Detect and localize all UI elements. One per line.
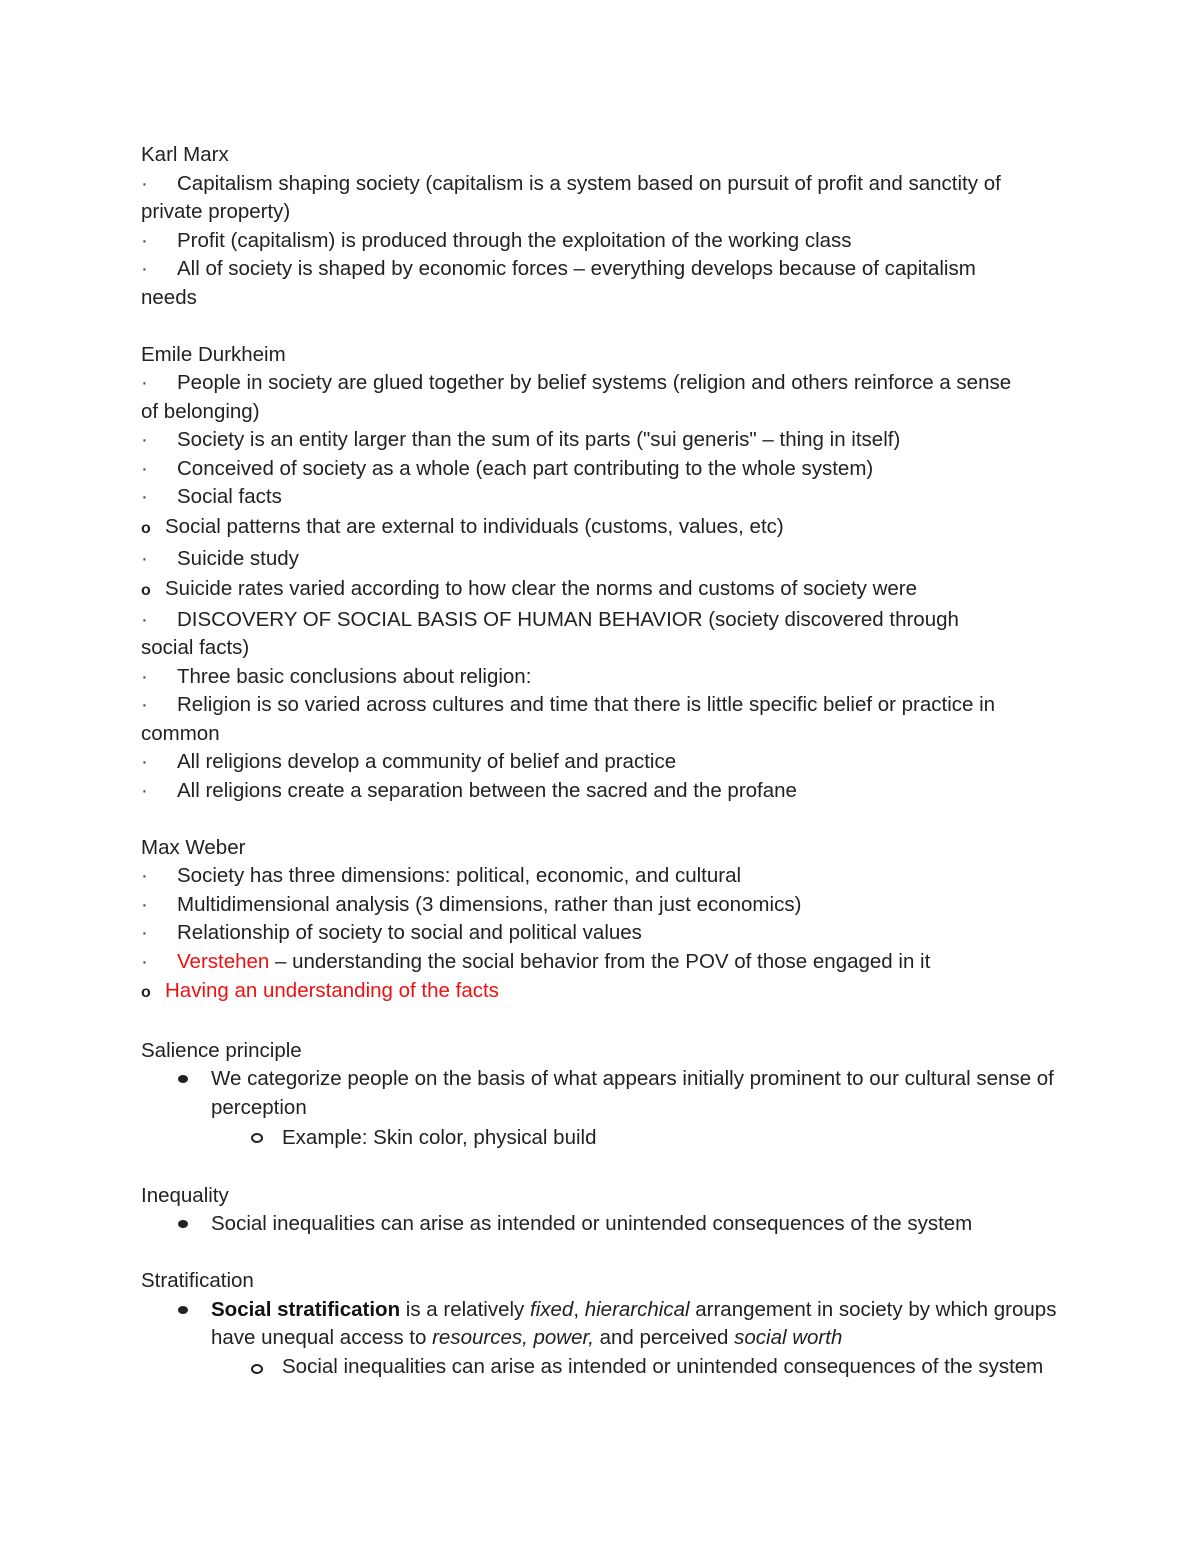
dot-bullet-icon: · <box>141 485 148 508</box>
dot-bullet-icon: · <box>141 921 148 944</box>
list-item: · Capitalism shaping society (capitalism is a system based on pursuit of profit and sanctity of <box>141 170 1066 199</box>
list-item-continuation: needs <box>141 285 197 309</box>
list-item: · People in society are glued together by belief systems (religion and others reinforce a sense <box>141 369 1066 398</box>
list-item-continuation: social facts) <box>141 636 250 659</box>
list-item: · Suicide study <box>141 544 1066 574</box>
list-item: We categorize people on the basis of what appears initially prominent to our cultural sense of perception <box>141 1065 1066 1122</box>
circle-bullet-icon: o <box>141 519 151 537</box>
list-item: · Verstehen – understanding the social behavior from the POV of those engaged in it <box>141 948 1066 977</box>
sub-list-item: o Social patterns that are external to individuals (customs, values, etc) <box>141 512 1066 544</box>
section-title-weber: Max Weber <box>141 835 246 859</box>
circle-bullet-icon: o <box>141 984 151 1001</box>
list-item: Social inequalities can arise as intended or unintended consequences of the system <box>141 1210 1066 1239</box>
section-title-marx: Karl Marx <box>141 143 229 166</box>
dot-bullet-icon: · <box>141 371 148 394</box>
highlighted-text: Having an understanding of the facts <box>165 979 499 1002</box>
section-title-salience: Salience principle <box>141 1038 302 1062</box>
dot-bullet-icon: · <box>141 949 148 973</box>
sub-list-item <box>141 976 1066 1008</box>
list-item: · Society has three dimensions: political, economic, and cultural <box>141 862 1066 891</box>
dot-bullet-icon: · <box>141 546 148 570</box>
dot-bullet-icon: · <box>141 864 148 887</box>
list-item-continuation: private property) <box>141 200 291 223</box>
dot-bullet-icon: · <box>141 693 148 716</box>
dot-bullet-icon: · <box>141 664 148 688</box>
filled-bullet-icon <box>178 1306 188 1314</box>
section-title-stratification: Stratification <box>141 1269 254 1292</box>
list-item: · Society is an entity larger than the sum of its parts ("sui generis" – thing in itself) <box>141 426 1066 455</box>
dot-bullet-icon: · <box>141 778 148 802</box>
filled-bullet-icon <box>178 1220 188 1228</box>
list-item: · Conceived of society as a whole (each part contributing to the whole system) <box>141 455 1066 484</box>
list-item: · DISCOVERY OF SOCIAL BASIS OF HUMAN BEHAVIOR (society discovered through <box>141 606 1066 635</box>
list-item: Social stratification is a relatively fixed, hierarchical arrangement in society by which groups have unequal access to resources, power, and perceived social worth <box>141 1296 1066 1353</box>
list-item: · Multidimensional analysis (3 dimensions, rather than just economics) <box>141 891 1066 920</box>
dot-bullet-icon: · <box>141 750 148 773</box>
dot-bullet-icon: · <box>141 171 148 195</box>
list-item: · All religions develop a community of belief and practice <box>141 748 1066 777</box>
bold-term: Social stratification <box>211 1297 401 1321</box>
section-title-inequality: Inequality <box>141 1183 229 1207</box>
list-item: · Religion is so varied across cultures and time that there is little specific belief or practice in <box>141 691 1066 720</box>
list-item: · Social facts <box>141 483 1066 512</box>
sub-list-item: o Suicide rates varied according to how clear the norms and customs of society were <box>141 574 1066 606</box>
dot-bullet-icon: · <box>141 607 148 631</box>
list-item-continuation: common <box>141 721 220 745</box>
list-item: · All of society is shaped by economic forces – everything develops because of capitalism <box>141 255 1066 284</box>
dot-bullet-icon: · <box>141 428 148 451</box>
section-title-durkheim: Emile Durkheim <box>141 342 286 366</box>
filled-bullet-icon <box>178 1075 188 1083</box>
dot-bullet-icon: · <box>141 257 148 280</box>
dot-bullet-icon: · <box>141 456 148 480</box>
circle-bullet-icon: o <box>141 581 151 599</box>
ring-bullet-icon <box>251 1133 263 1143</box>
dot-bullet-icon: · <box>141 228 148 252</box>
list-item: · Three basic conclusions about religion: <box>141 663 1066 692</box>
sub-list-item: Social inequalities can arise as intended or unintended consequences of the system <box>141 1353 1066 1382</box>
dot-bullet-icon: · <box>141 892 148 916</box>
list-item: · Relationship of society to social and political values <box>141 919 1066 948</box>
list-item: · All religions create a separation between the sacred and the profane <box>141 777 1066 806</box>
document-page <box>141 141 1066 1381</box>
list-item: · Profit (capitalism) is produced through the exploitation of the working class <box>141 227 1066 256</box>
list-item-continuation: of belonging) <box>141 399 260 423</box>
ring-bullet-icon <box>251 1364 263 1374</box>
sub-list-item: Example: Skin color, physical build <box>141 1122 1066 1153</box>
highlighted-term: Verstehen <box>177 949 270 973</box>
